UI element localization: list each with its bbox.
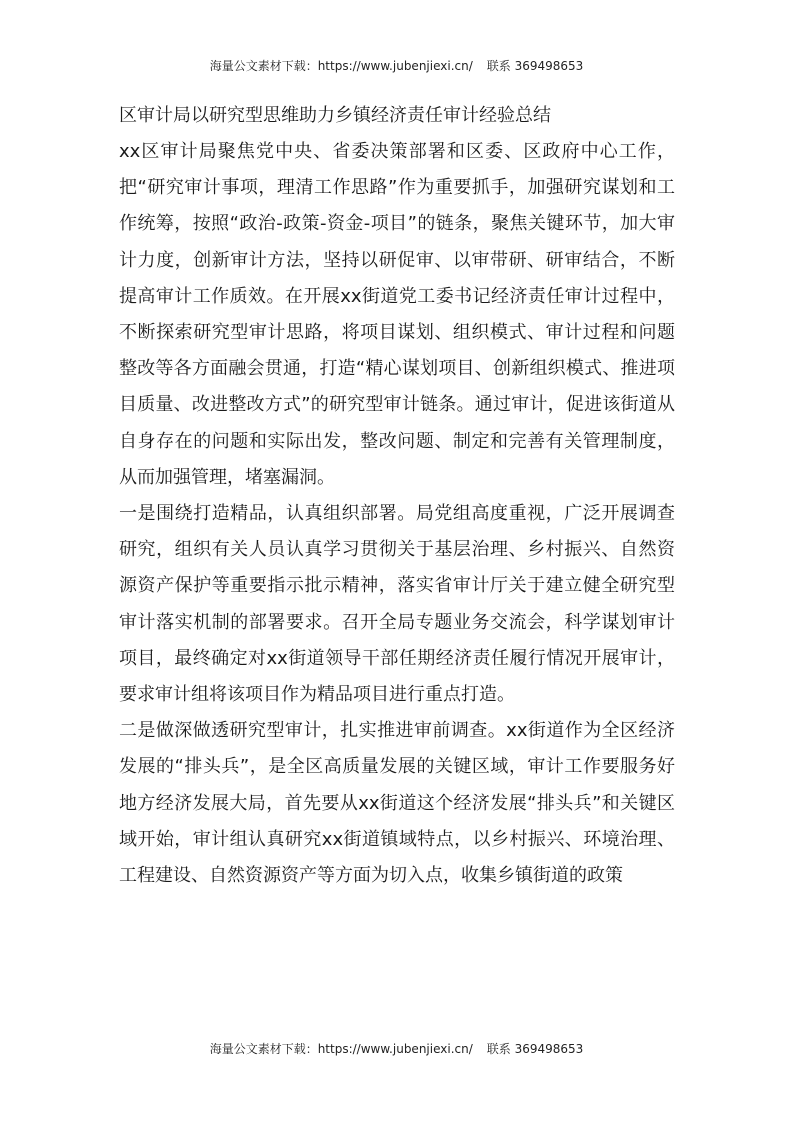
footer-contact-label: 联系 369498653	[486, 1042, 584, 1056]
page-footer	[0, 1040, 793, 1057]
page-header	[0, 57, 793, 74]
paragraph-first-point: 一是围绕打造精品，认真组织部署。局党组高度重视，广泛开展调查研究，组织有关人员认真学习贯彻关于基层治理、乡村振兴、自然资源资产保护等重要指示批示精神，落实省审计厅关于建立健全研究型审计落实机制的部署要求。召开全局专题业务交流会，科学谋划审计项目，最终确定对xx街道领导干部任期经济责任履行情况开展审计，要求审计组将该项目作为精品项目进行重点打造。	[119, 503, 675, 706]
footer-site-label[interactable]: 海量公文素材下载：https://www.jubenjiexi.cn/	[209, 1042, 473, 1056]
paragraph-second-point: 二是做深做透研究型审计，扎实推进审前调查。xx街道作为全区经济发展的“排头兵”，是全区高质量发展的关键区域，审计工作要服务好地方经济发展大局，首先要从xx街道这个经济发展“排头兵”和关键区域开始，审计组认真研究xx街道镇域特点，以乡村振兴、环境治理、工程建设、自然资源资产等方面为切入点，收集乡镇街道的政策	[119, 720, 675, 887]
header-site-label[interactable]: 海量公文素材下载：https://www.jubenjiexi.cn/	[209, 59, 473, 73]
header-contact-label: 联系 369498653	[486, 59, 584, 73]
document-title: 区审计局以研究型思维助力乡镇经济责任审计经验总结	[119, 105, 551, 126]
paragraph-intro: xx区审计局聚焦党中央、省委决策部署和区委、区政府中心工作，把“研究审计事项，理清工作思路”作为重要抓手，加强研究谋划和工作统筹，按照“政治-政策-资金-项目”的链条，聚焦关键环节，加大审计力度，创新审计方法，坚持以研促审、以审带研、研审结合，不断提高审计工作质效。在开展xx街道党工委书记经济责任审计过程中，不断探索研究型审计思路，将项目谋划、组织模式、审计过程和问题整改等各方面融会贯通，打造“精心谋划项目、创新组织模式、推进项目质量、改进整改方式”的研究型审计链条。通过审计，促进该街道从自身存在的问题和实际出发，整改问题、制定和完善有关管理制度，从而加强管理，堵塞漏洞。	[119, 141, 675, 488]
document-body	[119, 98, 675, 894]
